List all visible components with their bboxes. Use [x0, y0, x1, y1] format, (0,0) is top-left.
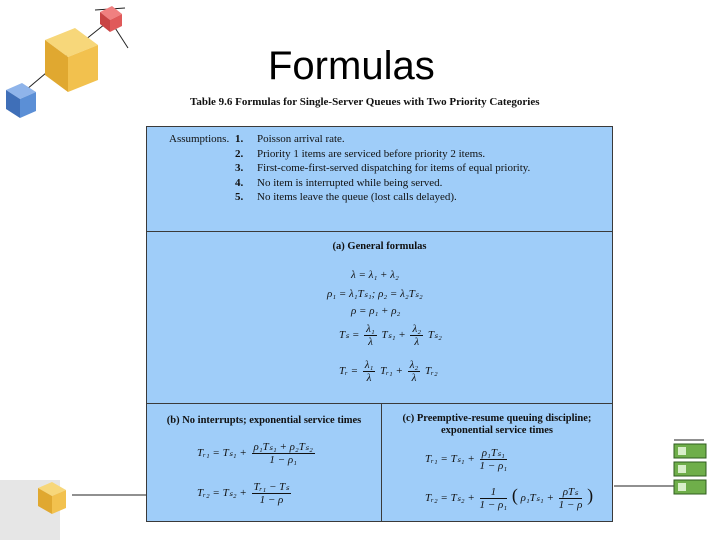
- formula-rho: ρ = ρ₁ + ρ₂: [351, 305, 401, 317]
- blue-cube-icon: [6, 83, 36, 118]
- decorative-cubes-top-left: [0, 0, 140, 140]
- formula-table: [146, 126, 613, 522]
- assumption-item: 2. Priority 1 items are serviced before priority 2 items.: [235, 147, 486, 160]
- preemptive-heading: (c) Preemptive-resume queuing discipline; exponential service times: [402, 413, 592, 436]
- formula-ts: Tₛ = $\frac{\text{λ₁}}{\lambda}$ Tₛ₁ + $\frac{\text{λ₂}}{\lambda}$ Tₛ₂: [339, 323, 442, 348]
- general-formulas-section: [147, 231, 612, 404]
- general-formulas-heading: (a) General formulas: [332, 241, 427, 252]
- formula-tr1-preemptive: Tᵣ₁ = Tₛ₁ + $\frac{\text{ρ₁Tₛ₁}}{\text{1 − ρ₁}}$: [425, 447, 508, 472]
- yellow-cube-icon: [45, 28, 98, 92]
- assumptions-section: [147, 127, 612, 232]
- assumption-item: 3. First-come-first-served dispatching for items of equal priority.: [235, 162, 531, 174]
- assumption-item: 1. Poisson arrival rate.: [235, 133, 345, 145]
- slide-title: Formulas: [268, 44, 435, 88]
- formula-lambda: λ = λ₁ + λ₂: [351, 269, 399, 281]
- formula-tr1-no-interrupt: Tᵣ₁ = Tₛ₁ + $\frac{\text{ρ₁Tₛ₁ + ρ₂Tₛ₂}}{\text{1 − ρ₁}}$: [197, 441, 313, 466]
- formula-tr2-no-interrupt: Tᵣ₂ = Tₛ₂ + $\frac{\text{Tᵣ₁ − Tₛ}}{1 - \rho}$: [197, 481, 290, 506]
- no-interrupts-section: [147, 403, 382, 521]
- formula-tr2-preemptive: Tᵣ₂ = Tₛ₂ + $\frac{1}{\text{1 − ρ₁}}$ ( ρ₁Tₛ₁ + $\frac{\text{ρTₛ}}{1 - \rho}$ ): [425, 485, 594, 511]
- assumption-item: 4. No item is interrupted while being served.: [235, 176, 443, 189]
- no-interrupts-heading: (b) No interrupts; exponential service times: [166, 415, 362, 426]
- decorative-green-stack-right: [614, 436, 720, 540]
- preemptive-section: [381, 403, 613, 521]
- formula-rho-components: ρ₁ = λ₁Tₛ₁; ρ₂ = λ₂Tₛ₂: [327, 288, 423, 300]
- decorative-cube-bottom-left: [0, 470, 146, 540]
- assumption-item: 5. No items leave the queue (lost calls delayed).: [235, 191, 457, 203]
- assumptions-list: [235, 133, 530, 206]
- green-blocks-icon: [674, 444, 706, 494]
- assumptions-label: Assumptions.: [169, 133, 230, 145]
- formula-tr: Tᵣ = $\frac{\text{λ₁}}{\lambda}$ Tᵣ₁ + $\frac{\text{λ₂}}{\lambda}$ Tᵣ₂: [339, 359, 438, 384]
- table-caption: Table 9.6 Formulas for Single-Server Queues with Two Priority Categories: [190, 96, 540, 108]
